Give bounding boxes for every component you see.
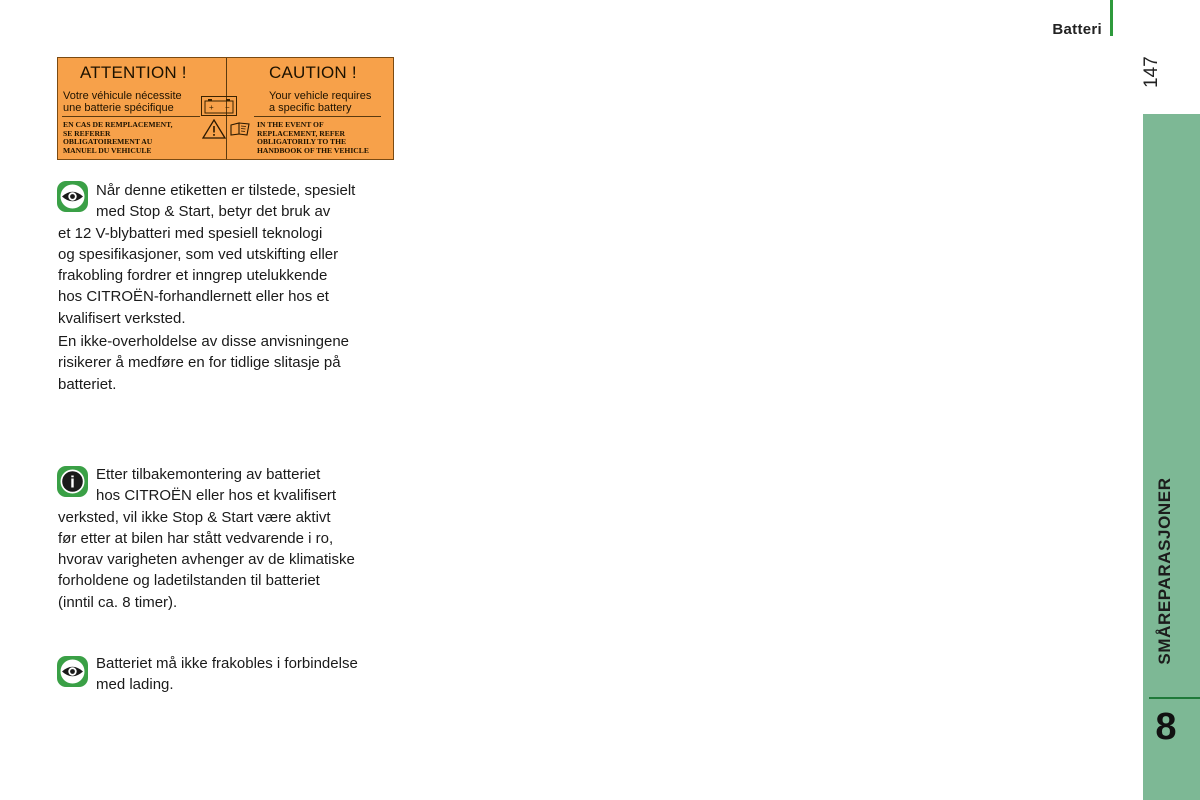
note-line: Batteriet må ikke frakobles i forbindelse [96, 655, 358, 672]
note-line: (inntil ca. 8 timer). [58, 593, 178, 611]
chapter-divider [1149, 697, 1200, 699]
battery-warning-label [57, 57, 394, 160]
label-text-fr [63, 90, 182, 114]
label-small-en-line: REPLACEMENT, REFER [257, 128, 346, 138]
note-line: En ikke-overholdelse av disse anvisningene [58, 333, 350, 350]
label-heading-en: CAUTION ! [269, 63, 357, 82]
header-divider [1110, 0, 1113, 36]
label-rule-left [62, 116, 200, 117]
note-paragraph-secondary [58, 331, 403, 395]
note-line: hos CITROËN eller hos et kvalifisert [96, 487, 337, 505]
handbook-icon [229, 122, 251, 141]
label-text-en-line1: Your vehicle requires [269, 90, 372, 102]
svg-text:−: − [225, 103, 230, 112]
label-small-fr-line: OBLIGATOIREMENT AU [63, 137, 153, 147]
label-small-fr-line: SE REFERER [63, 128, 111, 138]
note-line: forholdene og ladetilstanden til batteriet [58, 572, 320, 590]
label-small-fr [63, 121, 173, 156]
chapter-number: 8 [1155, 706, 1177, 748]
note-line: et 12 V-blybatteri med spesiell teknologi [58, 224, 323, 242]
svg-text:i: i [70, 472, 75, 492]
note-line: frakobling fordrer et inngrep utelukkende [58, 267, 328, 285]
note-line: før etter at bilen har stått vedvarende i ro, [58, 529, 334, 547]
svg-text:+: + [209, 103, 214, 112]
note-line: risikerer å medføre en for tidlige slitasje på [58, 354, 341, 372]
warning-triangle-icon [202, 119, 226, 144]
label-small-en [257, 121, 369, 156]
note-paragraph [58, 653, 403, 696]
note-line: hvorav varigheten avhenger av de klimatiske [58, 551, 355, 569]
note-line: og spesifikasjoner, som ved utskifting eller [58, 245, 339, 263]
battery-icon [201, 96, 237, 116]
note-paragraph [58, 180, 403, 329]
label-heading-fr: ATTENTION ! [80, 63, 187, 82]
note-line: med Stop & Start, betyr det bruk av [96, 203, 331, 221]
label-text-en [269, 90, 371, 114]
note-line: Når denne etiketten er tilstede, spesielt [96, 182, 356, 199]
chapter-title [1143, 455, 1187, 687]
label-rule-right [254, 116, 381, 117]
note-line: kvalifisert verksted. [58, 309, 186, 327]
label-small-en-line: OBLIGATORILY TO THE [257, 137, 347, 147]
label-text-en-line2: a specific battery [269, 102, 352, 114]
note-line: med lading. [96, 676, 174, 694]
label-small-en-line: IN THE EVENT OF [257, 120, 324, 129]
note-line: batteriet. [58, 375, 117, 393]
note-line: hos CITROËN-forhandlernett eller hos et [58, 288, 329, 306]
note-line: verksted, vil ikke Stop & Start være aktivt [58, 508, 331, 526]
label-small-fr-line: EN CAS DE REMPLACEMENT, [63, 120, 173, 129]
label-text-fr-line2: une batterie spécifique [63, 102, 174, 114]
page-number: 147 [1141, 56, 1162, 88]
note-paragraph [58, 464, 403, 613]
note-line: Etter tilbakemontering av batteriet [96, 466, 321, 483]
label-text-fr-line1: Votre véhicule nécessite [63, 90, 182, 102]
label-small-en-line: HANDBOOK OF THE VEHICLE [257, 146, 369, 156]
chapter-title-text: SMÅREPARASJONER [1155, 477, 1174, 665]
label-small-fr-line: MANUEL DU VEHICULE [63, 146, 152, 156]
section-title: Batteri [1052, 21, 1102, 38]
